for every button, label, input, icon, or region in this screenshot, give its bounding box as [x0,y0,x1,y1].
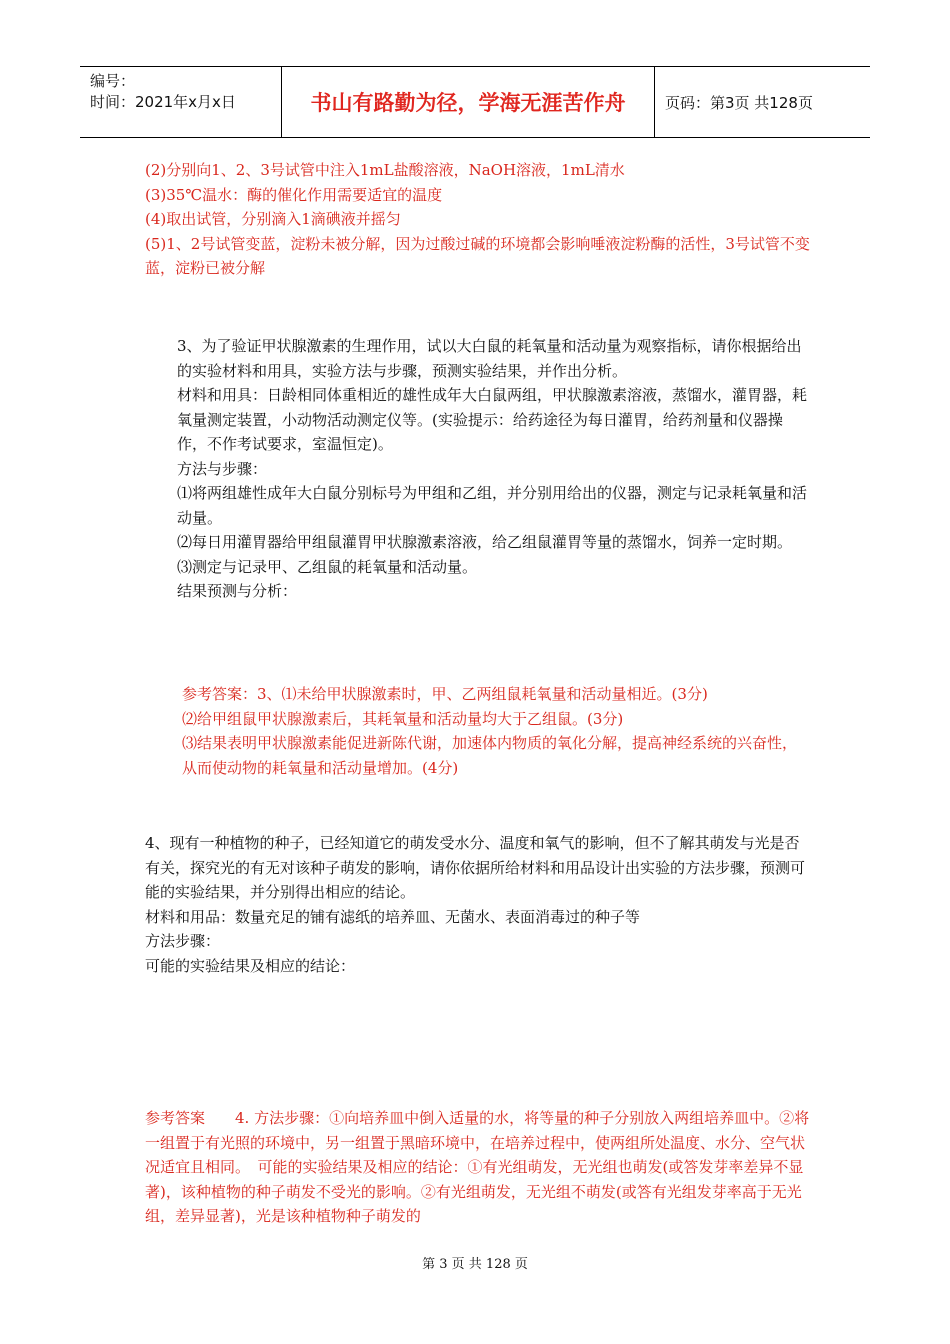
time-label: 时间：2021年x月x日 [90,93,236,111]
q3-step-2: ⑵每日用灌胃器给甲组鼠灌胃甲状腺激素溶液，给乙组鼠灌胃等量的蒸馏水，饲养一定时期。 [177,533,793,551]
page-header [80,66,870,138]
q4-result-title: 可能的实验结果及相应的结论： [145,956,356,975]
q3-answer-2: ⑵给甲组鼠甲状腺激素后，其耗氧量和活动量均大于乙组鼠。(3分) [182,709,624,728]
answer-line: (5)1、2号试管变蓝，淀粉未被分解，因为过酸过碱的环境都会影响唾液淀粉酶的活性，3号试管不变蓝，淀粉已被分解 [145,234,810,277]
page-footer: 第 3 页 共 128 页 [422,1257,528,1272]
q3-result-title: 结果预测与分析： [177,582,298,600]
q3-method-title: 方法与步骤： [177,459,268,478]
header-page-label: 页码：第3页 共128页 [665,93,813,112]
q3-answer-1: 参考答案：3、⑴未给甲状腺激素时，甲、乙两组鼠耗氧量和活动量相近。(3分) [182,685,708,703]
answer-line: (2)分别向1、2、3号试管中注入1mL盐酸溶液，NaOH溶液，1mL清水 [145,161,625,179]
q3-intro: 3、为了验证甲状腺激素的生理作用，试以大白鼠的耗氧量和活动量为观察指标，请你根据给出的实验材料和用具，实验方法与步骤，预测实验结果，并作出分析。 [177,337,802,380]
answer-line: (4)取出试管，分别滴入1滴碘液并摇匀 [145,210,401,228]
question-3 [145,334,810,604]
q4-materials: 材料和用品：数量充足的铺有滤纸的培养皿、无菌水、表面消毒过的种子等 [145,907,641,926]
serial-label: 编号： [90,72,136,90]
header-meta [80,67,282,137]
q3-step-3: ⑶测定与记录甲、乙组鼠的耗氧量和活动量。 [177,557,478,576]
answer-line: (3)35℃温水：酶的催化作用需要适宜的温度 [145,185,443,204]
question-4 [145,831,810,978]
q3-answer [145,682,810,780]
q4-answer-text: 参考答案 4. 方法步骤：①向培养皿中倒入适量的水，将等量的种子分别放入两组培养皿中。②将一组置于有光照的环境中，另一组置于黑暗环境中，在培养过程中，使两组所处温度、水分、空气状况适宜且相同。 可能的实验结果及相应的结论：①有光组萌发，无光组也萌发(或答发芽率差异不显著)，该种植物的种子萌发不受光的影响。②有光组萌发，无光组不萌发(或答有光组发芽率高于无光组，差异显著)，光是该种植物种子萌发的 [145,1109,810,1225]
q4-intro: 4、现有一种植物的种子，已经知道它的萌发受水分、温度和氧气的影响，但不了解其萌发与光是否有关，探究光的有无对该种子萌发的影响，请你依据所给材料和用品设计出实验的方法步骤，预测可能的实验结果，并分别得出相应的结论。 [145,834,806,901]
q3-materials: 材料和用具：日龄相同体重相近的雄性成年大白鼠两组，甲状腺激素溶液，蒸馏水，灌胃器，耗氧量测定装置，小动物活动测定仪等。(实验提示：给药途径为每日灌胃，给药剂量和仪器操作，不作考试要求，室温恒定)。 [177,386,808,453]
q4-answer [145,1106,810,1229]
q3-answer-3: ⑶结果表明甲状腺激素能促进新陈代谢，加速体内物质的氧化分解，提高神经系统的兴奋性，从而使动物的耗氧量和活动量增加。(4分) [182,734,798,777]
q3-step-1: ⑴将两组雄性成年大白鼠分别标号为甲组和乙组，并分别用给出的仪器，测定与记录耗氧量和活动量。 [177,484,808,527]
q4-method-title: 方法步骤： [145,932,221,950]
answer-section-top [145,158,810,281]
header-motto: 书山有路勤为径，学海无涯苦作舟 [282,67,655,137]
